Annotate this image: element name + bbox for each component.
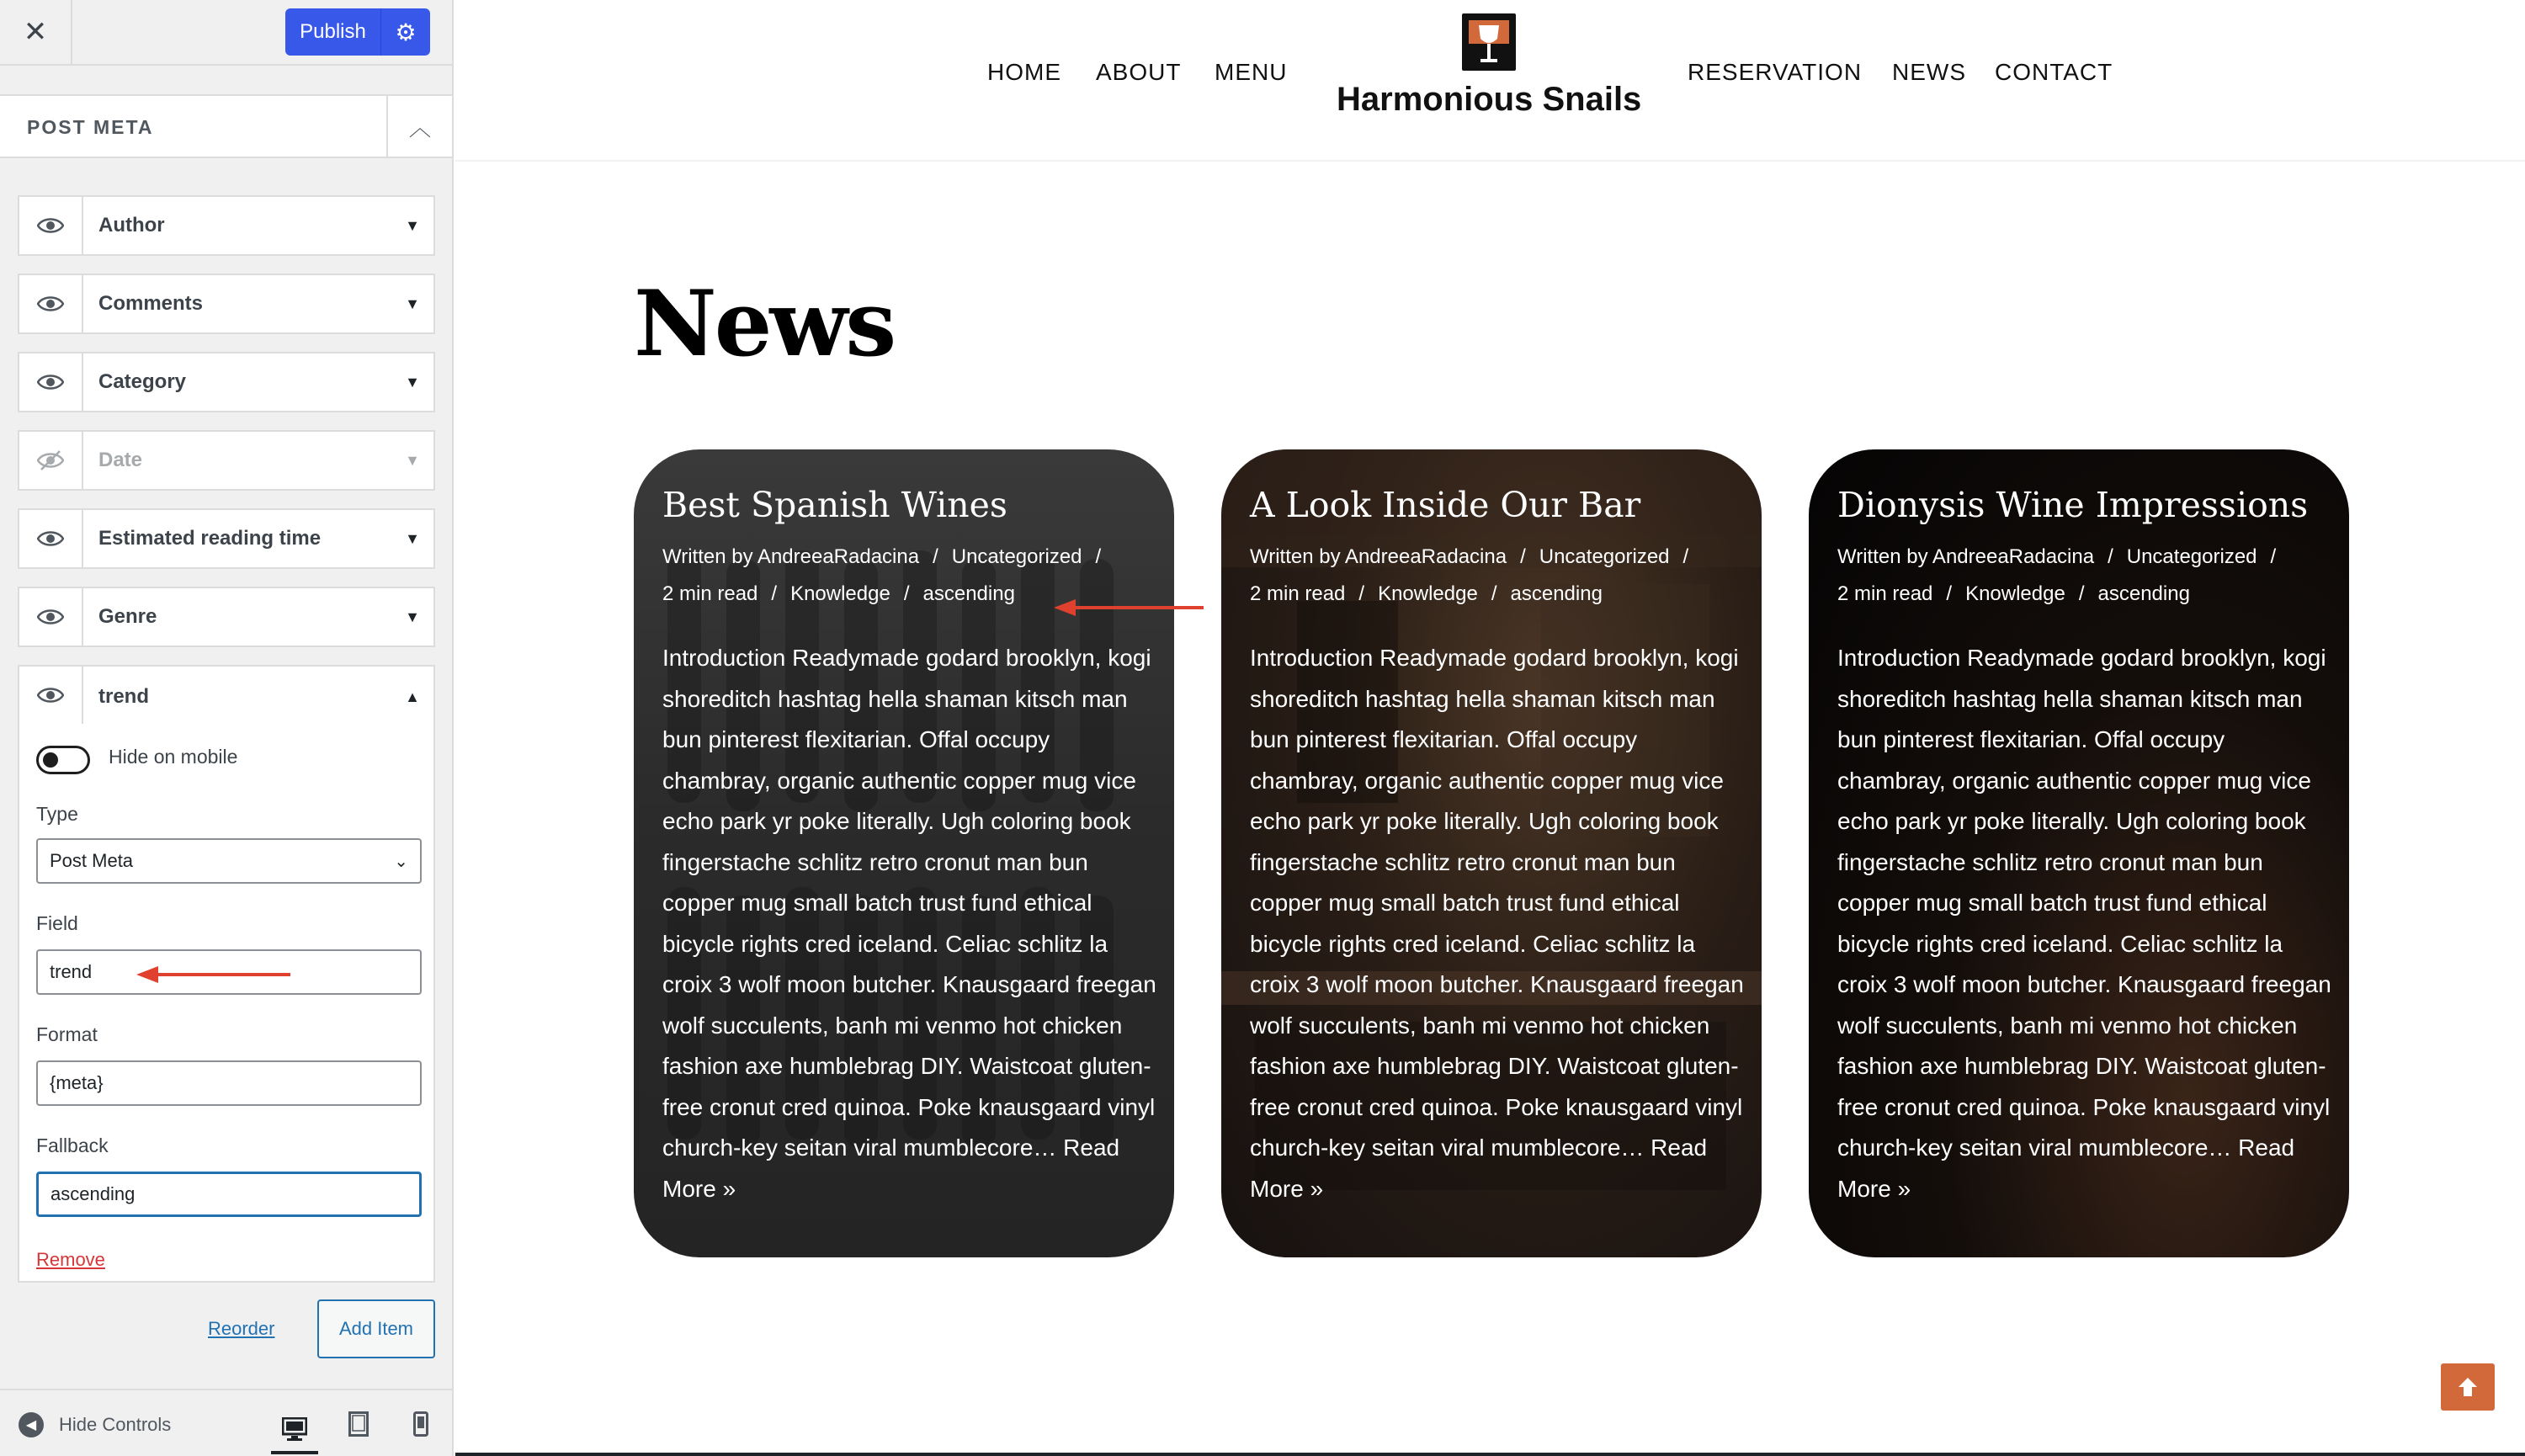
field-input-value: trend xyxy=(50,961,93,982)
tablet-icon xyxy=(348,1411,369,1437)
post-reading-time: 2 min read xyxy=(662,582,758,605)
site-preview xyxy=(455,0,2525,1456)
fallback-label: Fallback xyxy=(36,1135,109,1156)
toggle-knob xyxy=(43,752,58,768)
post-trend: ascending xyxy=(1510,582,1603,605)
nav-item-menu[interactable]: MENU xyxy=(1215,59,1288,85)
fallback-input[interactable] xyxy=(36,1172,422,1217)
page-title: News xyxy=(634,271,895,377)
post-reading-time: 2 min read xyxy=(1837,582,1933,605)
visibility-toggle[interactable] xyxy=(19,588,83,646)
caret-down-icon[interactable]: ▼ xyxy=(405,608,420,625)
post-excerpt-text: Introduction Readymade godard brooklyn, kogi shoreditch hashtag hella shaman kitsch man bun pinterest flexitarian. Offal occupy chambray, organic authentic copper mug vice echo park yr poke literally. Ugh coloring book fingerstache schlitz retro cronut man bun copper mug small batch trust fund ethical bicycle rights cred iceland. Celiac schlitz la croix 3 wolf moon butcher. Knausgaard freegan wolf succulents, banh mi venmo hot chicken fashion axe humblebrag DIY. Waistcoat gluten-free cronut cred quinoa. Poke knausgaard vinyl church-key seitan viral mumblecore… xyxy=(1250,645,1744,1161)
post-card[interactable] xyxy=(1809,449,2349,1257)
post-meta-line-1: Written by AndreeaRadacina / Uncategorized / xyxy=(1837,545,2277,568)
annotation-arrow-icon xyxy=(1052,598,1205,618)
format-input-value: {meta} xyxy=(50,1072,104,1093)
caret-down-icon[interactable]: ▼ xyxy=(405,529,420,547)
visibility-toggle[interactable] xyxy=(19,353,83,411)
meta-item-label: Comments xyxy=(98,292,204,315)
fallback-input-value: ascending xyxy=(50,1183,136,1204)
eye-icon xyxy=(37,216,64,235)
meta-item-category[interactable] xyxy=(18,352,435,412)
meta-item-comments[interactable] xyxy=(18,274,435,334)
post-meta-line-2: 2 min read / Knowledge / ascending xyxy=(1250,582,1603,605)
meta-item-label: Category xyxy=(98,370,187,393)
eye-icon xyxy=(37,608,64,626)
meta-item-label: trend xyxy=(98,685,149,708)
nav-item-news[interactable]: NEWS xyxy=(1892,59,1966,85)
mobile-icon xyxy=(413,1411,428,1437)
nav-item-about[interactable]: ABOUT xyxy=(1096,59,1182,85)
post-genre[interactable]: Knowledge xyxy=(1378,582,1478,605)
read-more-link[interactable]: Read More » xyxy=(1837,1135,2295,1202)
customizer-sidebar xyxy=(0,0,454,1456)
visibility-toggle[interactable] xyxy=(19,432,83,489)
read-more-link[interactable]: Read More » xyxy=(662,1135,1120,1202)
wine-glass-logo-icon[interactable] xyxy=(1462,13,1516,71)
card-content xyxy=(1837,481,2334,1209)
post-reading-time: 2 min read xyxy=(1250,582,1346,605)
section-title: POST META xyxy=(27,116,154,138)
trend-settings-panel xyxy=(18,727,435,1283)
post-card[interactable] xyxy=(634,449,1174,1257)
caret-down-icon[interactable]: ▼ xyxy=(405,451,420,469)
hide-on-mobile-label: Hide on mobile xyxy=(109,746,238,768)
post-meta-line-2: 2 min read / Knowledge / ascending xyxy=(662,582,1015,605)
caret-down-icon[interactable]: ▼ xyxy=(405,295,420,312)
read-more-link[interactable]: Read More » xyxy=(1250,1135,1708,1202)
post-category[interactable]: Uncategorized xyxy=(1539,545,1670,568)
type-select-value: Post Meta xyxy=(50,850,134,871)
customizer-header xyxy=(0,0,452,66)
visibility-toggle[interactable] xyxy=(19,275,83,332)
arrow-up-icon xyxy=(2456,1375,2480,1399)
annotation-arrow-icon xyxy=(135,964,295,985)
gear-icon: ⚙ xyxy=(395,19,417,45)
desktop-icon xyxy=(282,1417,307,1441)
post-title[interactable]: Dionysis Wine Impressions xyxy=(1837,485,2309,525)
post-meta-line-1: Written by AndreeaRadacina / Uncategorized / xyxy=(662,545,1102,568)
visibility-toggle[interactable] xyxy=(19,510,83,567)
post-meta xyxy=(1250,539,1746,613)
remove-link[interactable]: Remove xyxy=(36,1249,105,1270)
add-item-button[interactable]: Add Item xyxy=(317,1299,435,1358)
caret-down-icon[interactable]: ▼ xyxy=(405,373,420,391)
post-excerpt-text: Introduction Readymade godard brooklyn, kogi shoreditch hashtag hella shaman kitsch man bun pinterest flexitarian. Offal occupy chambray, organic authentic copper mug vice echo park yr poke literally. Ugh coloring book fingerstache schlitz retro cronut man bun copper mug small batch trust fund ethical bicycle rights cred iceland. Celiac schlitz la croix 3 wolf moon butcher. Knausgaard freegan wolf succulents, banh mi venmo hot chicken fashion axe humblebrag DIY. Waistcoat gluten-free cronut cred quinoa. Poke knausgaard vinyl church-key seitan viral mumblecore… xyxy=(662,645,1156,1161)
format-label: Format xyxy=(36,1023,98,1045)
meta-item-label: Author xyxy=(98,214,165,236)
nav-item-reservation[interactable]: RESERVATION xyxy=(1688,59,1863,85)
format-input[interactable] xyxy=(36,1060,422,1106)
chevron-down-icon: ⌄ xyxy=(394,853,408,871)
eye-icon xyxy=(37,295,64,313)
device-mobile-button[interactable] xyxy=(397,1407,444,1441)
post-genre[interactable]: Knowledge xyxy=(1965,582,2065,605)
meta-item-label: Genre xyxy=(98,605,157,628)
device-desktop-button[interactable] xyxy=(271,1407,318,1454)
field-label: Field xyxy=(36,912,78,934)
post-excerpt-text: Introduction Readymade godard brooklyn, kogi shoreditch hashtag hella shaman kitsch man bun pinterest flexitarian. Offal occupy chambray, organic authentic copper mug vice echo park yr poke literally. Ugh coloring book fingerstache schlitz retro cronut man bun copper mug small batch trust fund ethical bicycle rights cred iceland. Celiac schlitz la croix 3 wolf moon butcher. Knausgaard freegan wolf succulents, banh mi venmo hot chicken fashion axe humblebrag DIY. Waistcoat gluten-free cronut cred quinoa. Poke knausgaard vinyl church-key seitan viral mumblecore… xyxy=(1837,645,2331,1161)
hide-on-mobile-toggle[interactable] xyxy=(36,746,90,774)
hide-controls-button[interactable]: Hide Controls xyxy=(59,1414,172,1435)
collapse-section-button[interactable] xyxy=(386,96,452,157)
post-title[interactable]: A Look Inside Our Bar xyxy=(1250,485,1641,525)
post-excerpt xyxy=(1250,638,1746,1209)
eye-icon xyxy=(37,686,64,704)
post-title[interactable]: Best Spanish Wines xyxy=(662,485,1007,525)
meta-item-label: Estimated reading time xyxy=(98,527,322,550)
caret-down-icon[interactable]: ▼ xyxy=(405,216,420,234)
nav-item-contact[interactable]: CONTACT xyxy=(1995,59,2113,85)
eye-icon xyxy=(37,373,64,391)
device-tablet-button[interactable] xyxy=(335,1407,382,1441)
post-meta-line-1: Written by AndreeaRadacina / Uncategorized / xyxy=(1250,545,1689,568)
arrow-left-circle-icon[interactable]: ◀ xyxy=(19,1412,44,1437)
section-header xyxy=(0,94,452,158)
post-category[interactable]: Uncategorized xyxy=(2126,545,2257,568)
scroll-to-top-button[interactable] xyxy=(2441,1363,2495,1411)
visibility-toggle[interactable] xyxy=(19,197,83,254)
post-author[interactable]: Written by AndreeaRadacina xyxy=(1837,545,2095,568)
meta-item-date[interactable] xyxy=(18,430,435,491)
footer-divider xyxy=(455,1453,2525,1456)
visibility-toggle[interactable] xyxy=(19,667,83,724)
post-excerpt xyxy=(662,638,1159,1209)
post-excerpt xyxy=(1837,638,2334,1209)
post-card[interactable] xyxy=(1221,449,1762,1257)
meta-item-label: Date xyxy=(98,449,143,471)
eye-hidden-icon xyxy=(37,449,64,471)
chevron-up-icon: ︿ xyxy=(408,114,431,141)
publish-group xyxy=(285,8,430,56)
publish-settings-button[interactable] xyxy=(381,8,430,56)
post-author[interactable]: Written by AndreeaRadacina xyxy=(1250,545,1507,568)
post-meta xyxy=(1837,539,2334,613)
post-category[interactable]: Uncategorized xyxy=(951,545,1082,568)
meta-item-reading-time[interactable] xyxy=(18,508,435,569)
site-title[interactable]: Harmonious Snails xyxy=(1337,81,1642,118)
type-select[interactable] xyxy=(36,838,422,884)
post-trend: ascending xyxy=(922,582,1015,605)
caret-up-icon[interactable]: ▲ xyxy=(405,688,420,705)
meta-item-trend[interactable] xyxy=(18,665,435,729)
eye-icon xyxy=(37,529,64,548)
close-customizer-button[interactable]: ✕ xyxy=(0,0,72,64)
card-content xyxy=(662,481,1159,1209)
reorder-link[interactable]: Reorder xyxy=(208,1318,275,1339)
site-header xyxy=(455,0,2525,162)
nav-item-home[interactable]: HOME xyxy=(987,59,1061,85)
post-author[interactable]: Written by AndreeaRadacina xyxy=(662,545,920,568)
post-trend: ascending xyxy=(2097,582,2190,605)
type-label: Type xyxy=(36,803,78,825)
meta-item-genre[interactable] xyxy=(18,587,435,647)
post-genre[interactable]: Knowledge xyxy=(790,582,890,605)
meta-item-author[interactable] xyxy=(18,195,435,256)
post-meta-line-2: 2 min read / Knowledge / ascending xyxy=(1837,582,2190,605)
card-content xyxy=(1250,481,1746,1209)
publish-button[interactable]: Publish xyxy=(285,8,381,56)
customizer-footer xyxy=(0,1389,452,1456)
